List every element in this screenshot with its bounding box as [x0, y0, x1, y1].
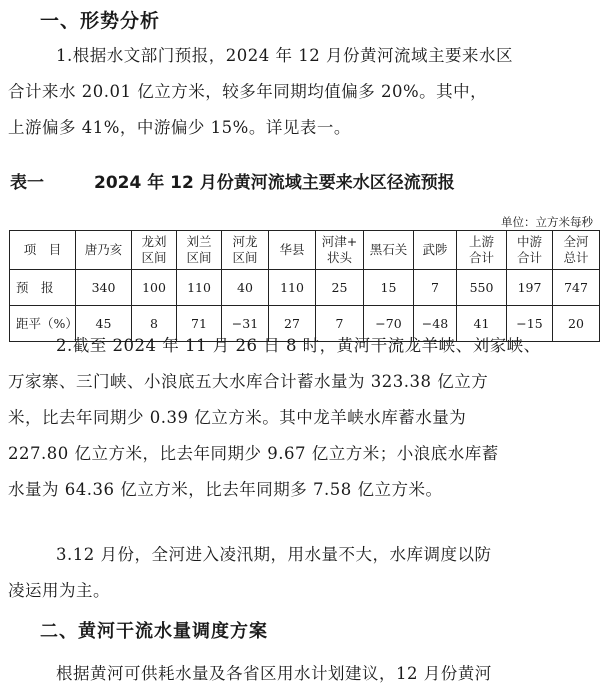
column-header: 河津+ 状头: [316, 231, 364, 270]
text-line: 上游偏多 41%，中游偏少 15%。详见表一。: [8, 118, 351, 137]
table-cell: 8: [132, 306, 177, 342]
text-line: 根据黄河可供耗水量及各省区用水计划建议，12 月份黄河: [56, 664, 492, 683]
table-cell: 110: [177, 270, 222, 306]
table-cell: −70: [364, 306, 414, 342]
table-cell: 25: [316, 270, 364, 306]
column-header: 上游 合计: [457, 231, 507, 270]
table-title: [10, 168, 600, 193]
table-cell: 550: [457, 270, 507, 306]
text-line: 227.80 亿立方米，比去年同期少 9.67 亿立方米；小浪底水库蓄: [8, 444, 499, 463]
table-cell: 7: [414, 270, 457, 306]
table-label: 表一: [10, 173, 44, 193]
table-cell: −15: [507, 306, 553, 342]
text-line: 万家寨、三门峡、小浪底五大水库合计蓄水量为 323.38 亿立方: [8, 372, 489, 391]
table-cell: 747: [553, 270, 600, 306]
table-cell: 15: [364, 270, 414, 306]
paragraph-reservoir-storage: [8, 328, 598, 508]
paragraph-ice-season: [8, 537, 598, 609]
table-cell: 45: [76, 306, 132, 342]
row-header: 距平（%）: [10, 306, 76, 342]
column-header: 全河 总计: [553, 231, 600, 270]
paragraph-forecast: [8, 38, 598, 146]
text-line: 2.截至 2024 年 11 月 26 日 8 时，黄河干流龙羊峡、刘家峡、: [56, 336, 541, 355]
text-line: 水量为 64.36 亿立方米，比去年同期多 7.58 亿立方米。: [8, 480, 443, 499]
table-header-row: [10, 231, 600, 270]
column-header: 武陟: [414, 231, 457, 270]
table-cell: 100: [132, 270, 177, 306]
table-cell: 27: [269, 306, 316, 342]
row-header: 预 报: [10, 270, 76, 306]
table-cell: −31: [222, 306, 269, 342]
column-header: 中游 合计: [507, 231, 553, 270]
column-header: 项 目: [10, 231, 76, 270]
column-header: 华县: [269, 231, 316, 270]
text-line: 3.12 月份，全河进入凌汛期，用水量不大，水库调度以防: [56, 545, 492, 564]
column-header: 龙刘 区间: [132, 231, 177, 270]
table-cell: 197: [507, 270, 553, 306]
text-line: 凌运用为主。: [8, 581, 110, 600]
table-cell: 20: [553, 306, 600, 342]
section-heading-dispatch-plan: 二、黄河干流水量调度方案: [40, 621, 268, 642]
table-caption: 2024 年 12 月份黄河流域主要来水区径流预报: [94, 173, 455, 193]
runoff-forecast-table: [9, 230, 600, 342]
table-cell: 7: [316, 306, 364, 342]
table-unit: 单位：立方米每秒: [501, 215, 593, 229]
table-cell: 40: [222, 270, 269, 306]
column-header: 河龙 区间: [222, 231, 269, 270]
text-line: 米，比去年同期少 0.39 亿立方米。其中龙羊峡水库蓄水量为: [8, 408, 467, 427]
table-row-forecast: [10, 270, 600, 306]
table-cell: 71: [177, 306, 222, 342]
table-cell: 340: [76, 270, 132, 306]
column-header: 黑石关: [364, 231, 414, 270]
column-header: 唐乃亥: [76, 231, 132, 270]
section-heading-situation: 一、形势分析: [40, 10, 161, 32]
text-line: 合计来水 20.01 亿立方米，较多年同期均值偏多 20%。其中，: [8, 82, 488, 101]
column-header: 刘兰 区间: [177, 231, 222, 270]
table-cell: 110: [269, 270, 316, 306]
table-cell: 41: [457, 306, 507, 342]
table-cell: −48: [414, 306, 457, 342]
paragraph-dispatch: [8, 656, 598, 692]
text-line: 1.根据水文部门预报，2024 年 12 月份黄河流域主要来水区: [56, 46, 513, 65]
